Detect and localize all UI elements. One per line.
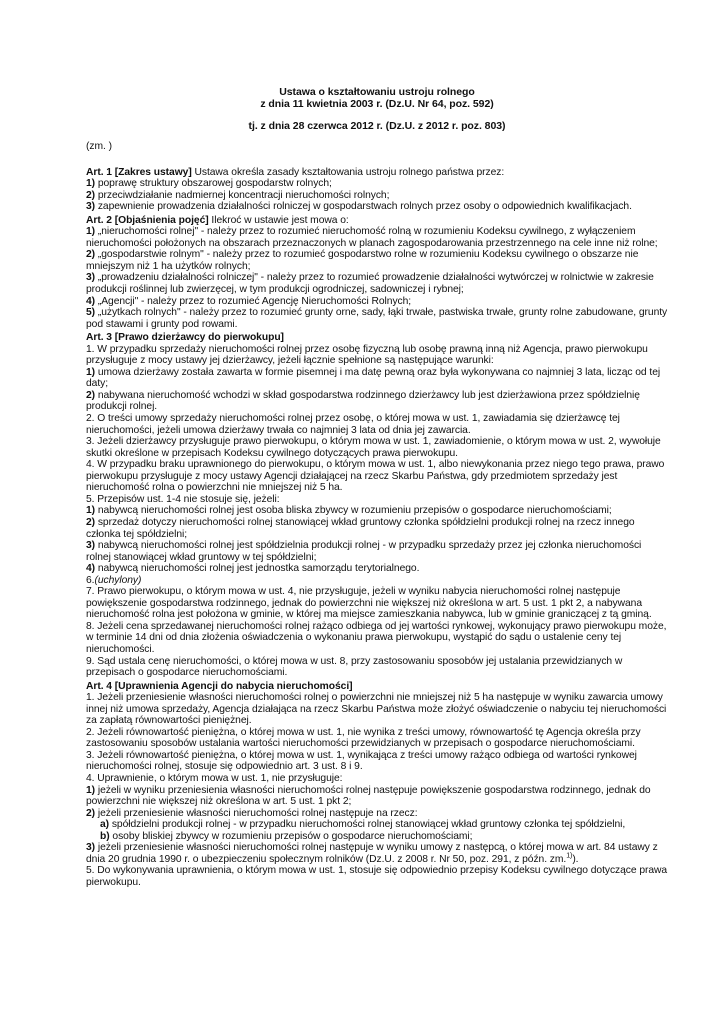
art4-p4-subitem: b) osoby bliskiej zbywcy w rozumieniu przepisów o gospodarce nieruchomościami; [100, 830, 473, 842]
art1-heading-line [86, 167, 668, 179]
art4-p4-item: 2) jeżeli przeniesienie własności nieruchomości rolnej następuje na rzecz: [86, 807, 418, 819]
art4-p4-item: 1) jeżeli w wyniku przeniesienia własności nieruchomości rolnej następuje powiększenie gospodarstwa rodzinnego, jednak do powierzchni nie większej niż określona w art. 5 ust. 1 pkt 2; [86, 784, 651, 808]
art4-paragraph-3: 3. Jeżeli równowartość pieniężna, o której mowa w ust. 1, wynikająca z treści umowy rażąco odbiega od wartości rynkowej nieruchomości rolnej, stosuje się odpowiednio art. 3 ust. 8 i 9. [86, 749, 637, 773]
art4-paragraph-5: 5. Do wykonywania uprawnienia, o którym mowa w ust. 1, stosuje się odpowiednio przepisy Kodeksu cywilnego dotyczące prawa pierwokupu. [86, 865, 668, 888]
art3-paragraph-4: 4. W przypadku braku uprawnionego do pierwokupu, o którym mowa w ust. 1, albo niewykonania przez niego tego prawa, prawo pierwokupu przysługuje z mocy ustawy Agencji działającej na rzecz Skarbu Państwa, gdy przedmiotem sprzedaży jest nieruchomość rolna o powierzchni nie mniejszej niż 5 ha. [86, 459, 665, 494]
art3-paragraph-9: 9. Sąd ustala cenę nieruchomości, o której mowa w ust. 8, przy zastosowaniu sposobów jej ustalania przewidzianych w przepisach o gospodarce nieruchomościami. [86, 655, 623, 679]
art3-paragraph-6: 6.(uchylony) [86, 574, 142, 586]
art4-p4-item: 3) jeżeli przeniesienie własności nieruchomości rolnej następuje w wyniku umowy z następcą, o której mowa w art. 84 ustawy z dnia 20 grudnia 1990 r. o ubezpieczeniu społecznym rolników (Dz.U. z 2008 r. Nr 50, poz. 291, z późn. zm.$^{1)}$). [86, 842, 658, 865]
art1-item: 3) zapewnienie prowadzenia działalności rolniczej w gospodarstwach rolnych przez osoby o odpowiednich kwalifikacjach. [86, 201, 632, 213]
art3-paragraph-8: 8. Jeżeli cena sprzedawanej nieruchomości rolnej rażąco odbiega od jej wartości rynkowej, wykonujący prawo pierwokupu może, w terminie 14 dni od dnia złożenia oświadczenia o wykonaniu prawa pierwokupu, wystąpić do sądu o ustalenie ceny tej nieruchomości. [86, 620, 667, 655]
art3-paragraph-2: 2. O treści umowy sprzedaży nieruchomości rolnej przez osobę, o której mowa w ust. 1, zawiadamia się dzierżawcę tej nieruchomości, jeżeli umowa dzierżawy trwała co najmniej 3 lata od dnia jej zawarcia. [86, 413, 620, 436]
art2-heading: Art. 2 [Objaśnienia pojęć] [86, 214, 209, 226]
footnote-ref[interactable]: 1) [566, 852, 573, 860]
art4-heading: Art. 4 [Uprawnienia Agencji do nabycia nieruchomości] [86, 680, 353, 692]
art1-item: 2) przeciwdziałanie nadmiernej koncentracji nieruchomości rolnych; [86, 189, 390, 201]
art1-intro: Ustawa określa zasady kształtowania ustroju rolnego państwa przez: [191, 166, 505, 178]
art4-paragraph-4: 4. Uprawnienie, o którym mowa w ust. 1, nie przysługuje: [86, 772, 343, 784]
art3-paragraph-1: 1. W przypadku sprzedaży nieruchomości rolnej przez osobę fizyczną lub osobę prawną inną niż Agencja, prawo pierwokupu przysługuje z mocy ustawy jej dzierżawcy, jeżeli łącznie spełnione są następujące warunki: [86, 343, 648, 367]
art4-paragraph-1: 1. Jeżeli przeniesienie własności nieruchomości rolnej o powierzchni nie mniejszej niż 5 ha następuje w wyniku zawarcia umowy innej niż umowa sprzedaży, Agencja działająca na rzecz Skarbu Państwa może złożyć oświadczenie o nabyciu tej nieruchomości za zapłatą równowartości pieniężnej. [86, 692, 667, 727]
art1-heading: Art. 1 [Zakres ustawy] [86, 166, 192, 178]
art3-p5-item: 2) sprzedaż dotyczy nieruchomości rolnej stanowiącej wkład gruntowy członka spółdzielni produkcji rolnej na rzecz innego członka tej spółdzielni; [86, 516, 635, 540]
art4-p4-subitem: a) spółdzielni produkcji rolnej - w przypadku nieruchomości rolnej stanowiącej wkład gruntowy członka tej spółdzielni, [100, 819, 626, 831]
art3-p1-item: 1) umowa dzierżawy została zawarta w formie pisemnej i ma datę pewną oraz była wykonywana co najmniej 3 lata, licząc od tej daty; [86, 366, 661, 390]
art2-item: 4) „Agencji" - należy przez to rozumieć Agencję Nieruchomości Rolnych; [86, 295, 412, 307]
art2-item: 1) „nieruchomości rolnej" - należy przez to rozumieć nieruchomość rolną w rozumieniu Kodeksu cywilnego, z wyłączeniem nieruchomości położonych na obszarach przeznaczonych w planach zagospodarowania przestrzennego na cele inne niż rolne; [86, 226, 658, 249]
consolidated-text-line: tj. z dnia 28 czerwca 2012 r. (Dz.U. z 2012 r. poz. 803) [248, 120, 506, 132]
art3-paragraph-7: 7. Prawo pierwokupu, o którym mowa w ust. 4, nie przysługuje, jeżeli w wyniku nabycia nieruchomości rolnej następuje powiększenie gospodarstwa rodzinnego, jednak do powierzchni nie większej niż określona w art. 5 ust. 1 pkt 2, a nabywana nieruchomość rolna jest położona w gminie, w której ma miejsce zamieszkania nabywca, lub w gminie graniczącej z tą gminą. [86, 586, 652, 621]
document-title: Ustawa o kształtowaniu ustroju rolnego [279, 86, 475, 98]
art1-item: 1) poprawę struktury obszarowej gospodarstw rolnych; [86, 178, 332, 190]
art2-heading-line [86, 215, 668, 227]
art3-paragraph-3: 3. Jeżeli dzierżawcy przysługuje prawo pierwokupu, o którym mowa w ust. 1, zawiadomienie, o którym mowa w ust. 2, wywołuje skutki określone w przepisach Kodeksu cywilnego dotyczących prawa pierwokupu. [86, 436, 661, 459]
art3-p1-item: 2) nabywana nieruchomość wchodzi w skład gospodarstwa rodzinnego dzierżawcy lub jest dzierżawiona przez spółdzielnię produkcji rolnej. [86, 389, 640, 413]
art2-item: 2) „gospodarstwie rolnym" - należy przez to rozumieć gospodarstwo rolne w rozumieniu Kodeksu cywilnego o obszarze nie mniejszym niż 1 ha użytków rolnych; [86, 249, 639, 272]
art3-heading: Art. 3 [Prawo dzierżawcy do pierwokupu] [86, 332, 284, 344]
art3-paragraph-5: 5. Przepisów ust. 1-4 nie stosuje się, jeżeli: [86, 493, 280, 505]
amendments-note: (zm. ) [86, 141, 112, 152]
art2-intro: Ilekroć w ustawie jest mowa o: [208, 214, 349, 226]
art3-p5-item: 1) nabywcą nieruchomości rolnej jest osoba bliska zbywcy w rozumieniu przepisów o gospodarce nieruchomościami; [86, 505, 612, 517]
art2-item: 3) „prowadzeniu działalności rolniczej" - należy przez to rozumieć prowadzenie działalności wytwórczej w rolnictwie w zakresie produkcji roślinnej lub zwierzęcej, w tym produkcji ogrodniczej, sadowniczej i rybnej; [86, 272, 654, 296]
art4-paragraph-2: 2. Jeżeli równowartość pieniężna, o której mowa w ust. 1, nie wynika z treści umowy, równowartość tę Agencja określa przy zastosowaniu sposobów ustalania wartości nieruchomości przewidzianych w przepisach o gospodarce nieruchomościami. [86, 726, 641, 750]
document-date-line: z dnia 11 kwietnia 2003 r. (Dz.U. Nr 64, poz. 592) [260, 98, 494, 110]
art3-p5-item: 4) nabywcą nieruchomości rolnej jest jednostka samorządu terytorialnego. [86, 563, 420, 575]
art3-p5-item: 3) nabywcą nieruchomości rolnej jest spółdzielnia produkcji rolnej - w przypadku sprzedaży przez jej członka nieruchomości rolnej stanowiącej wkład gruntowy w tej spółdzielni; [86, 540, 642, 563]
art2-item: 5) „użytkach rolnych" - należy przez to rozumieć grunty orne, sady, łąki trwałe, pastwiska trwałe, grunty rolne zabudowane, grunty pod stawami i grunty pod rowami. [86, 307, 668, 330]
